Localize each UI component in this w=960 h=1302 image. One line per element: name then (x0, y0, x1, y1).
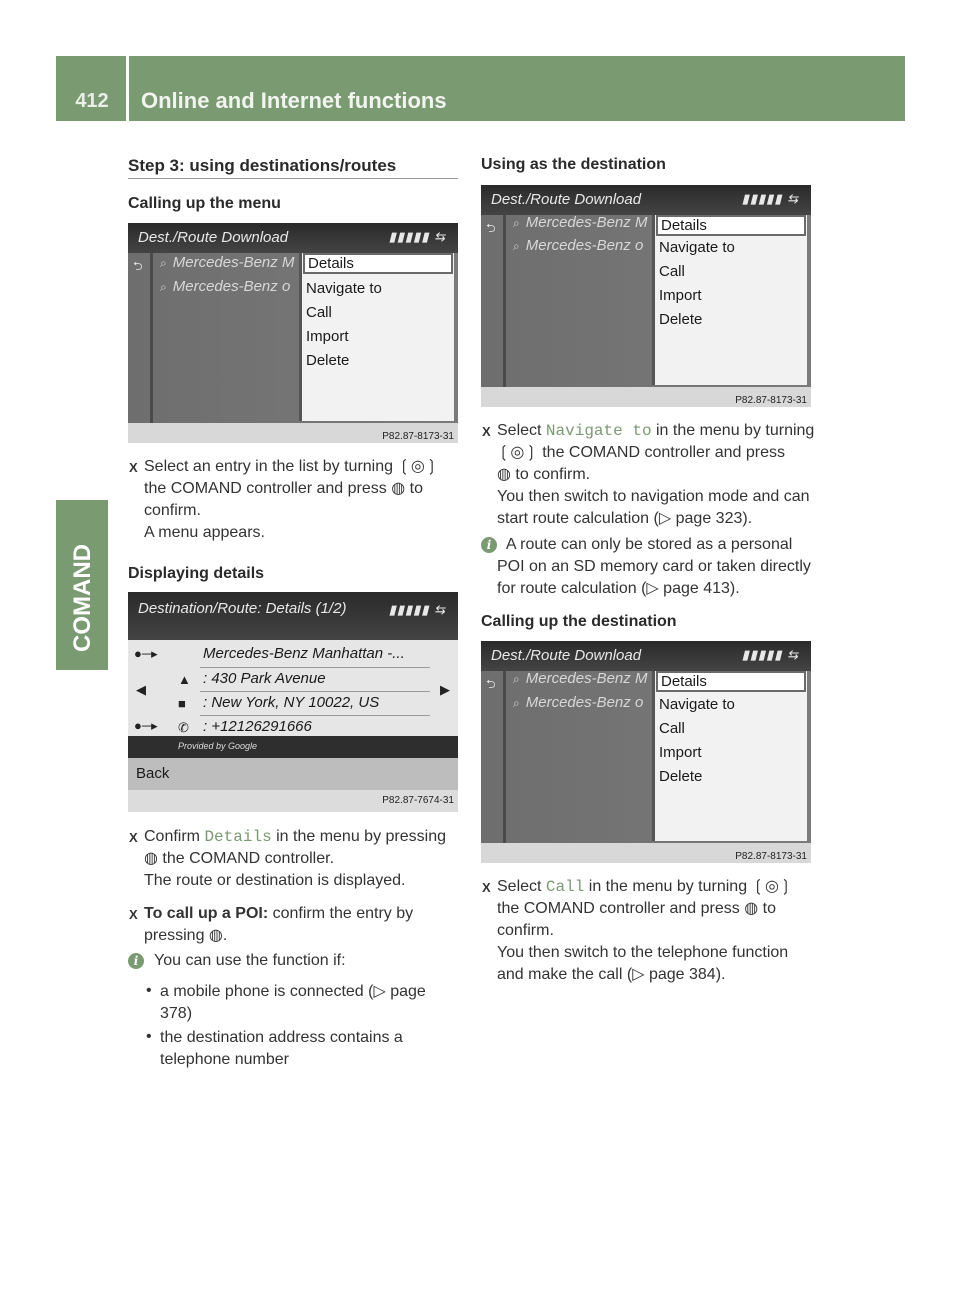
bullet-icon: • (146, 982, 152, 999)
context-menu (652, 215, 807, 385)
image-code: P82.87-8173-31 (735, 395, 807, 406)
screen-title: Dest./Route Download (491, 647, 642, 664)
bullet-icon: • (146, 1028, 152, 1045)
controller-press-icon: ◍ (391, 480, 406, 497)
call-term: Call (545, 878, 585, 896)
svg-text:COMAND: COMAND (69, 544, 96, 652)
instruction-select-entry: Select an entry in the list by turning ❲◎❳ the COMAND controller and press ◍ to confirm. A menu appears. (144, 458, 439, 541)
signal-icon: ▮▮▮▮▮ ⇆ (388, 229, 446, 244)
image-code: P82.87-8173-31 (735, 851, 807, 862)
using-destination-heading: Using as the destination (481, 156, 666, 173)
search-icon: ⌕ (513, 672, 520, 686)
bullet-phone-connected: a mobile phone is connected (▷ page 378) (160, 983, 426, 1022)
chapter-title: Online and Internet functions (141, 88, 447, 113)
displaying-details-heading: Displaying details (128, 565, 265, 582)
info-icon: i (128, 953, 144, 969)
controller-press-icon: ◍ (144, 850, 158, 867)
title-rule (128, 178, 458, 179)
back-icon: ⮌ (133, 259, 143, 273)
instruction-call: Select Call in the menu by turning ❲◎❳ the COMAND controller and press ◍ to confirm. You then switch to the telephone function and make the call (▷ page 384). (497, 878, 793, 983)
search-icon: ⌕ (513, 216, 520, 230)
menu-item-navigate: Navigate to (659, 239, 735, 256)
route-icon: ●─▸ (134, 718, 158, 733)
back-icon: ⮌ (486, 677, 496, 691)
menu-item-call: Call (306, 304, 332, 321)
prev-arrow-icon: ◀ (136, 682, 146, 697)
search-icon: ⌕ (160, 256, 167, 270)
pageref-icon: ▷ (646, 580, 659, 597)
menu-item-delete: Delete (659, 768, 703, 785)
navigate-term: Navigate to (545, 422, 652, 440)
back-icon: ⮌ (486, 221, 496, 235)
menu-item-import: Import (659, 287, 702, 304)
menu-item-details: Details (656, 215, 806, 236)
side-tab-label (56, 528, 108, 656)
signal-icon: ▮▮▮▮▮ ⇆ (741, 191, 799, 206)
list-item: ⌕ Mercedes-Benz o (160, 278, 291, 295)
detail-city: : New York, NY 10022, US (203, 694, 380, 711)
info-icon: i (481, 537, 497, 553)
menu-item-import: Import (659, 744, 702, 761)
list-item: ⌕ Mercedes-Benz M (160, 254, 295, 271)
bullet-address-phone: the destination address contains a telephone number (160, 1029, 403, 1068)
list-item: ⌕ Mercedes-Benz o (513, 237, 644, 254)
instruction-poi: To call up a POI: confirm the entry by pressing ◍. (144, 905, 414, 944)
context-menu (299, 253, 454, 421)
city-icon: ■ (178, 696, 186, 711)
controller-turn-icon: ❲◎❳ (397, 458, 439, 475)
menu-item-delete: Delete (306, 352, 350, 369)
screen-details (128, 592, 458, 812)
image-code: P82.87-8173-31 (382, 431, 454, 442)
menu-item-details: Details (303, 253, 453, 274)
instruction-confirm-details: Confirm Details in the menu by pressing ◍ the COMAND controller. The route or destination is displayed. (144, 828, 446, 889)
info-function: You can use the function if: (154, 952, 346, 969)
image-code: P82.87-7674-31 (382, 795, 454, 806)
screen-title: Dest./Route Download (138, 229, 289, 246)
step3-title: Step 3: using destinations/routes (128, 156, 397, 175)
search-icon: ⌕ (513, 239, 520, 253)
step-arrow: X (482, 880, 491, 895)
controller-turn-icon: ❲◎❳ (497, 444, 538, 461)
step-arrow: X (129, 830, 138, 845)
list-item: ⌕ Mercedes-Benz o (513, 694, 644, 711)
instruction-navigate: Select Navigate to in the menu by turning ❲◎❳ the COMAND controller and press ◍ to confirm. You then switch to navigation mode and can start route calculation (▷ page 323). (497, 422, 815, 527)
info-route: A route can only be stored as a personal POI on an SD memory card or taken directly for route calculation (▷ page 413). (497, 536, 811, 597)
step-arrow: X (129, 907, 138, 922)
calling-menu-heading: Calling up the menu (128, 195, 281, 212)
step-arrow: X (129, 460, 138, 475)
menu-item-call: Call (659, 263, 685, 280)
screen-title: Destination/Route: Details (1/2) (138, 600, 347, 617)
provider-label: Provided by Google (178, 741, 258, 751)
signal-icon: ▮▮▮▮▮ ⇆ (388, 602, 446, 617)
detail-street: : 430 Park Avenue (203, 670, 326, 687)
signal-icon: ▮▮▮▮▮ ⇆ (741, 647, 799, 662)
step-arrow: X (482, 424, 491, 439)
calling-destination-heading: Calling up the destination (481, 613, 677, 630)
menu-item-delete: Delete (659, 311, 703, 328)
menu-item-navigate: Navigate to (659, 696, 735, 713)
back-label: Back (136, 765, 170, 782)
phone-icon: ✆ (178, 720, 189, 735)
controller-press-icon: ◍ (744, 900, 759, 917)
controller-turn-icon: ❲◎❳ (751, 878, 793, 895)
list-item: ⌕ Mercedes-Benz M (513, 214, 648, 231)
route-icon: ●─▸ (134, 646, 158, 661)
flag-icon: ▲ (178, 672, 191, 687)
controller-press-icon: ◍ (497, 466, 511, 483)
screen-download-2 (481, 185, 811, 407)
context-menu (652, 671, 807, 841)
screen-download-1 (128, 223, 458, 443)
list-item: ⌕ Mercedes-Benz M (513, 670, 648, 687)
next-arrow-icon: ▶ (440, 682, 450, 697)
screen-download-3 (481, 641, 811, 863)
details-term: Details (204, 828, 272, 846)
page-number: 412 (75, 90, 109, 112)
pageref-icon: ▷ (632, 966, 645, 983)
menu-item-call: Call (659, 720, 685, 737)
search-icon: ⌕ (160, 280, 167, 294)
menu-item-import: Import (306, 328, 349, 345)
header-separator (126, 56, 129, 121)
controller-press-icon: ◍ (208, 927, 223, 944)
detail-name: Mercedes-Benz Manhattan -... (203, 645, 405, 662)
detail-phone: : +12126291666 (203, 718, 312, 735)
menu-item-navigate: Navigate to (306, 280, 382, 297)
search-icon: ⌕ (513, 696, 520, 710)
screen-title: Dest./Route Download (491, 191, 642, 208)
pageref-icon: ▷ (658, 510, 672, 527)
pageref-icon: ▷ (373, 983, 386, 1000)
back-row (128, 758, 458, 790)
menu-item-details: Details (656, 671, 806, 692)
